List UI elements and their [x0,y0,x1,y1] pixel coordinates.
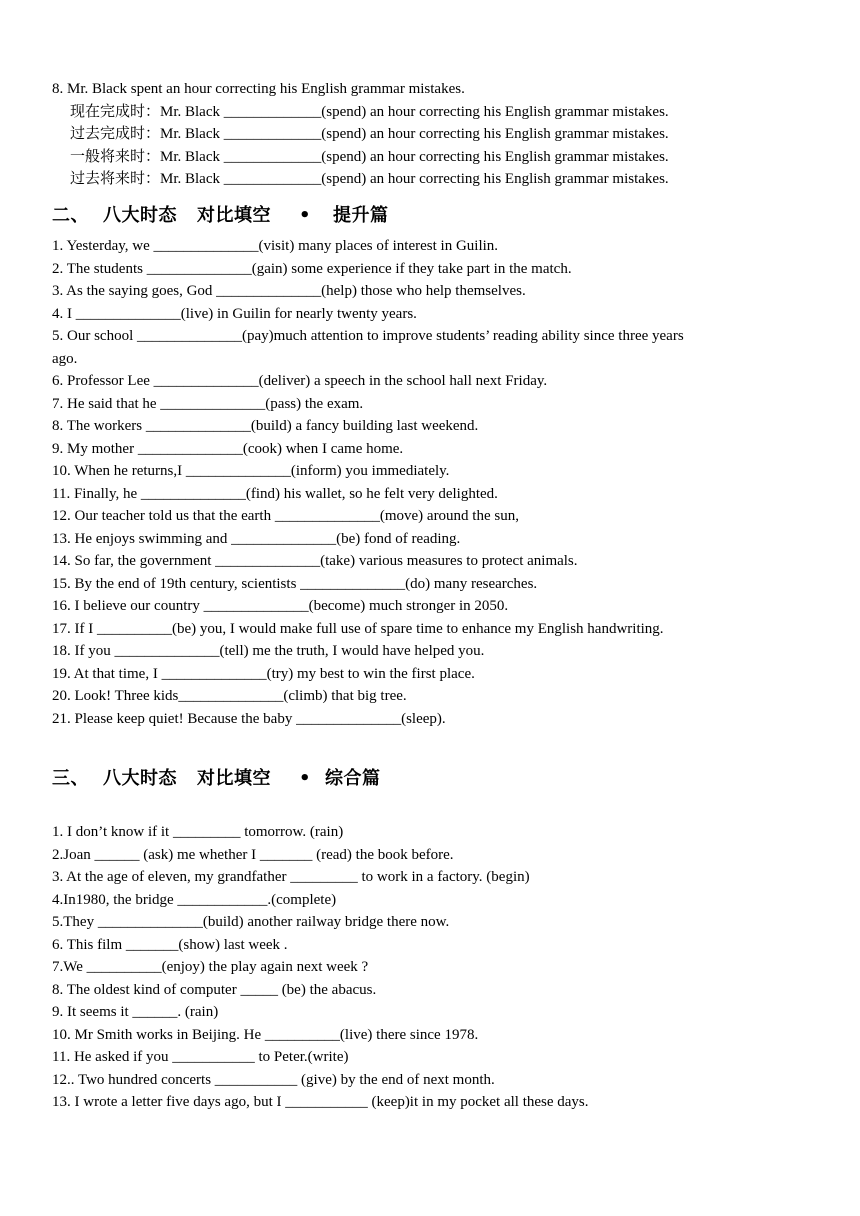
section3-item: 2.Joan ______ (ask) me whether I _______ (read) the book before. [52,846,454,863]
section2-item: 11. Finally, he ______________(find) his wallet, so he felt very delighted. [52,485,498,502]
section3-bullet: • [299,768,312,789]
q8-original-sentence: 8. Mr. Black spent an hour correcting his English grammar mistakes. [52,81,465,97]
section3-item: 9. It seems it ______. (rain) [52,1004,219,1020]
section2-heading [52,201,389,227]
section2-item: 20. Look! Three kids______________(climb) that big tree. [52,688,407,704]
section2-item: 14. So far, the government ______________(take) various measures to protect animals. [52,553,578,569]
q8-present-perfect: 现在完成时：Mr. Black _____________(spend) an hour correcting his English grammar mistakes. [70,103,669,120]
section2-item: 15. By the end of 19th century, scientists ______________(do) many researches. [52,575,538,592]
section2-item: 6. Professor Lee ______________(deliver) a speech in the school hall next Friday. [52,373,548,389]
section3-level: 综合篇 [325,768,381,789]
section2-item: 18. If you ______________(tell) me the truth, I would have helped you. [52,643,485,659]
section2-item: 1. Yesterday, we ______________(visit) many places of interest in Guilin. [52,238,499,254]
section2-item: 7. He said that he ______________(pass) the exam. [52,395,364,412]
section3-number: 三、 [52,768,89,789]
q8-past-perfect: 过去完成时：Mr. Black _____________(spend) an hour correcting his English grammar mistakes. [70,126,669,142]
section2-item: 19. At that time, I ______________(try) my best to win the first place. [52,665,475,682]
section3-item: 13. I wrote a letter five days ago, but I ___________ (keep)it in my pocket all these days. [52,1094,589,1110]
section3-item: 6. This film _______(show) last week . [52,936,288,953]
section2-item: 16. I believe our country ______________(become) much stronger in 2050. [52,598,509,614]
section2-item: 5. Our school ______________(pay)much attention to improve students’ reading ability since three years [52,328,684,344]
section3-item: 10. Mr Smith works in Beijing. He __________(live) there since 1978. [52,1026,479,1043]
section2-number: 二、 [52,205,89,226]
section2-item: 9. My mother ______________(cook) when I came home. [52,440,404,457]
section2-level: 提升篇 [333,205,389,226]
section3-item: 3. At the age of eleven, my grandfather _________ to work in a factory. (begin) [52,869,530,885]
section3-item: 8. The oldest kind of computer _____ (be) the abacus. [52,981,377,998]
section2-title: 八大时态 [103,205,177,226]
section2-item: 21. Please keep quiet! Because the baby ______________(sleep). [52,710,446,727]
section2-item: 17. If I __________(be) you, I would make full use of spare time to enhance my English handwriting. [52,620,664,637]
section3-subtitle: 对比填空 [197,768,271,789]
section2-item: 2. The students ______________(gain) some experience if they take part in the match. [52,260,572,277]
section3-item: 1. I don’t know if it _________ tomorrow. (rain) [52,824,344,840]
section2-item: 12. Our teacher told us that the earth ______________(move) around the sun, [52,508,519,524]
q8-simple-future: 一般将来时：Mr. Black _____________(spend) an hour correcting his English grammar mistakes. [70,148,669,165]
section3-heading [52,764,381,790]
section3-item: 5.They ______________(build) another railway bridge there now. [52,914,450,930]
section2-item: 4. I ______________(live) in Guilin for nearly twenty years. [52,305,417,322]
section3-title: 八大时态 [103,768,177,789]
section2-item: 3. As the saying goes, God ______________(help) those who help themselves. [52,283,526,299]
section3-item: 4.In1980, the bridge ____________.(complete) [52,891,337,908]
section2-item: ago. [52,350,78,367]
section2-item: 8. The workers ______________(build) a fancy building last weekend. [52,418,479,434]
section2-item: 10. When he returns,I ______________(inform) you immediately. [52,463,450,479]
section3-item: 11. He asked if you ___________ to Peter.(write) [52,1049,349,1065]
section2-bullet: • [299,205,312,226]
section3-item: 12.. Two hundred concerts ___________ (give) by the end of next month. [52,1071,495,1088]
section2-item: 13. He enjoys swimming and ______________(be) fond of reading. [52,530,461,547]
q8-future-in-past: 过去将来时：Mr. Black _____________(spend) an hour correcting his English grammar mistakes. [70,171,669,187]
section2-subtitle: 对比填空 [197,205,271,226]
section3-item: 7.We __________(enjoy) the play again next week ? [52,959,369,975]
